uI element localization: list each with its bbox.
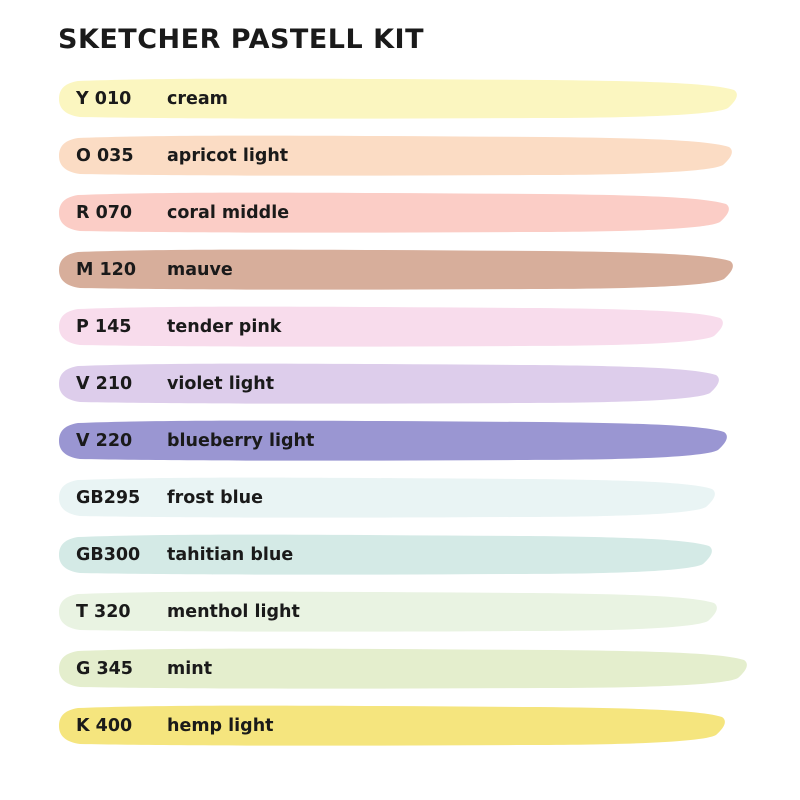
swatch-name: tahitian blue [167,545,294,565]
swatch-row[interactable] [0,534,800,591]
swatch-code: V 220 [76,431,133,451]
swatch-row[interactable] [0,477,800,534]
swatch-name: frost blue [167,488,263,508]
swatch-code: O 035 [76,146,134,166]
swatch-row[interactable] [0,306,800,363]
swatch-row[interactable] [0,591,800,648]
swatch-code: GB300 [76,545,141,565]
swatch-code: P 145 [76,317,132,337]
swatch-stroke [58,306,724,348]
swatch-code: GB295 [76,488,141,508]
swatch-row[interactable] [0,705,800,762]
swatch-name: violet light [167,374,275,394]
swatch-stroke [58,591,718,633]
swatch-code: V 210 [76,374,133,394]
swatch-row[interactable] [0,192,800,249]
swatch-code: T 320 [76,602,131,622]
swatch-stroke [58,192,730,234]
swatch-name: mauve [167,260,233,280]
swatch-name: apricot light [167,146,289,166]
swatch-stroke [58,135,733,177]
swatch-row[interactable] [0,78,800,135]
swatch-stroke [58,78,738,120]
swatch-name: menthol light [167,602,300,622]
swatch-list [0,78,800,762]
swatch-name: tender pink [167,317,282,337]
swatch-code: K 400 [76,716,133,736]
swatch-stroke [58,648,748,690]
swatch-row[interactable] [0,249,800,306]
swatch-name: cream [167,89,228,109]
swatch-name: blueberry light [167,431,315,451]
swatch-row[interactable] [0,420,800,477]
swatch-row[interactable] [0,363,800,420]
swatch-code: R 070 [76,203,133,223]
swatch-name: hemp light [167,716,274,736]
swatch-name: coral middle [167,203,290,223]
swatch-stroke [58,363,720,405]
swatch-stroke [58,249,734,291]
swatch-code: M 120 [76,260,137,280]
page-title: SKETCHER PASTELL KIT [58,24,424,55]
swatch-stroke [58,705,726,747]
swatch-stroke [58,420,728,462]
swatch-row[interactable] [0,648,800,705]
swatch-row[interactable] [0,135,800,192]
swatch-stroke [58,477,716,519]
swatch-name: mint [167,659,213,679]
swatch-stroke [58,534,713,576]
swatch-code: G 345 [76,659,133,679]
swatch-code: Y 010 [76,89,132,109]
